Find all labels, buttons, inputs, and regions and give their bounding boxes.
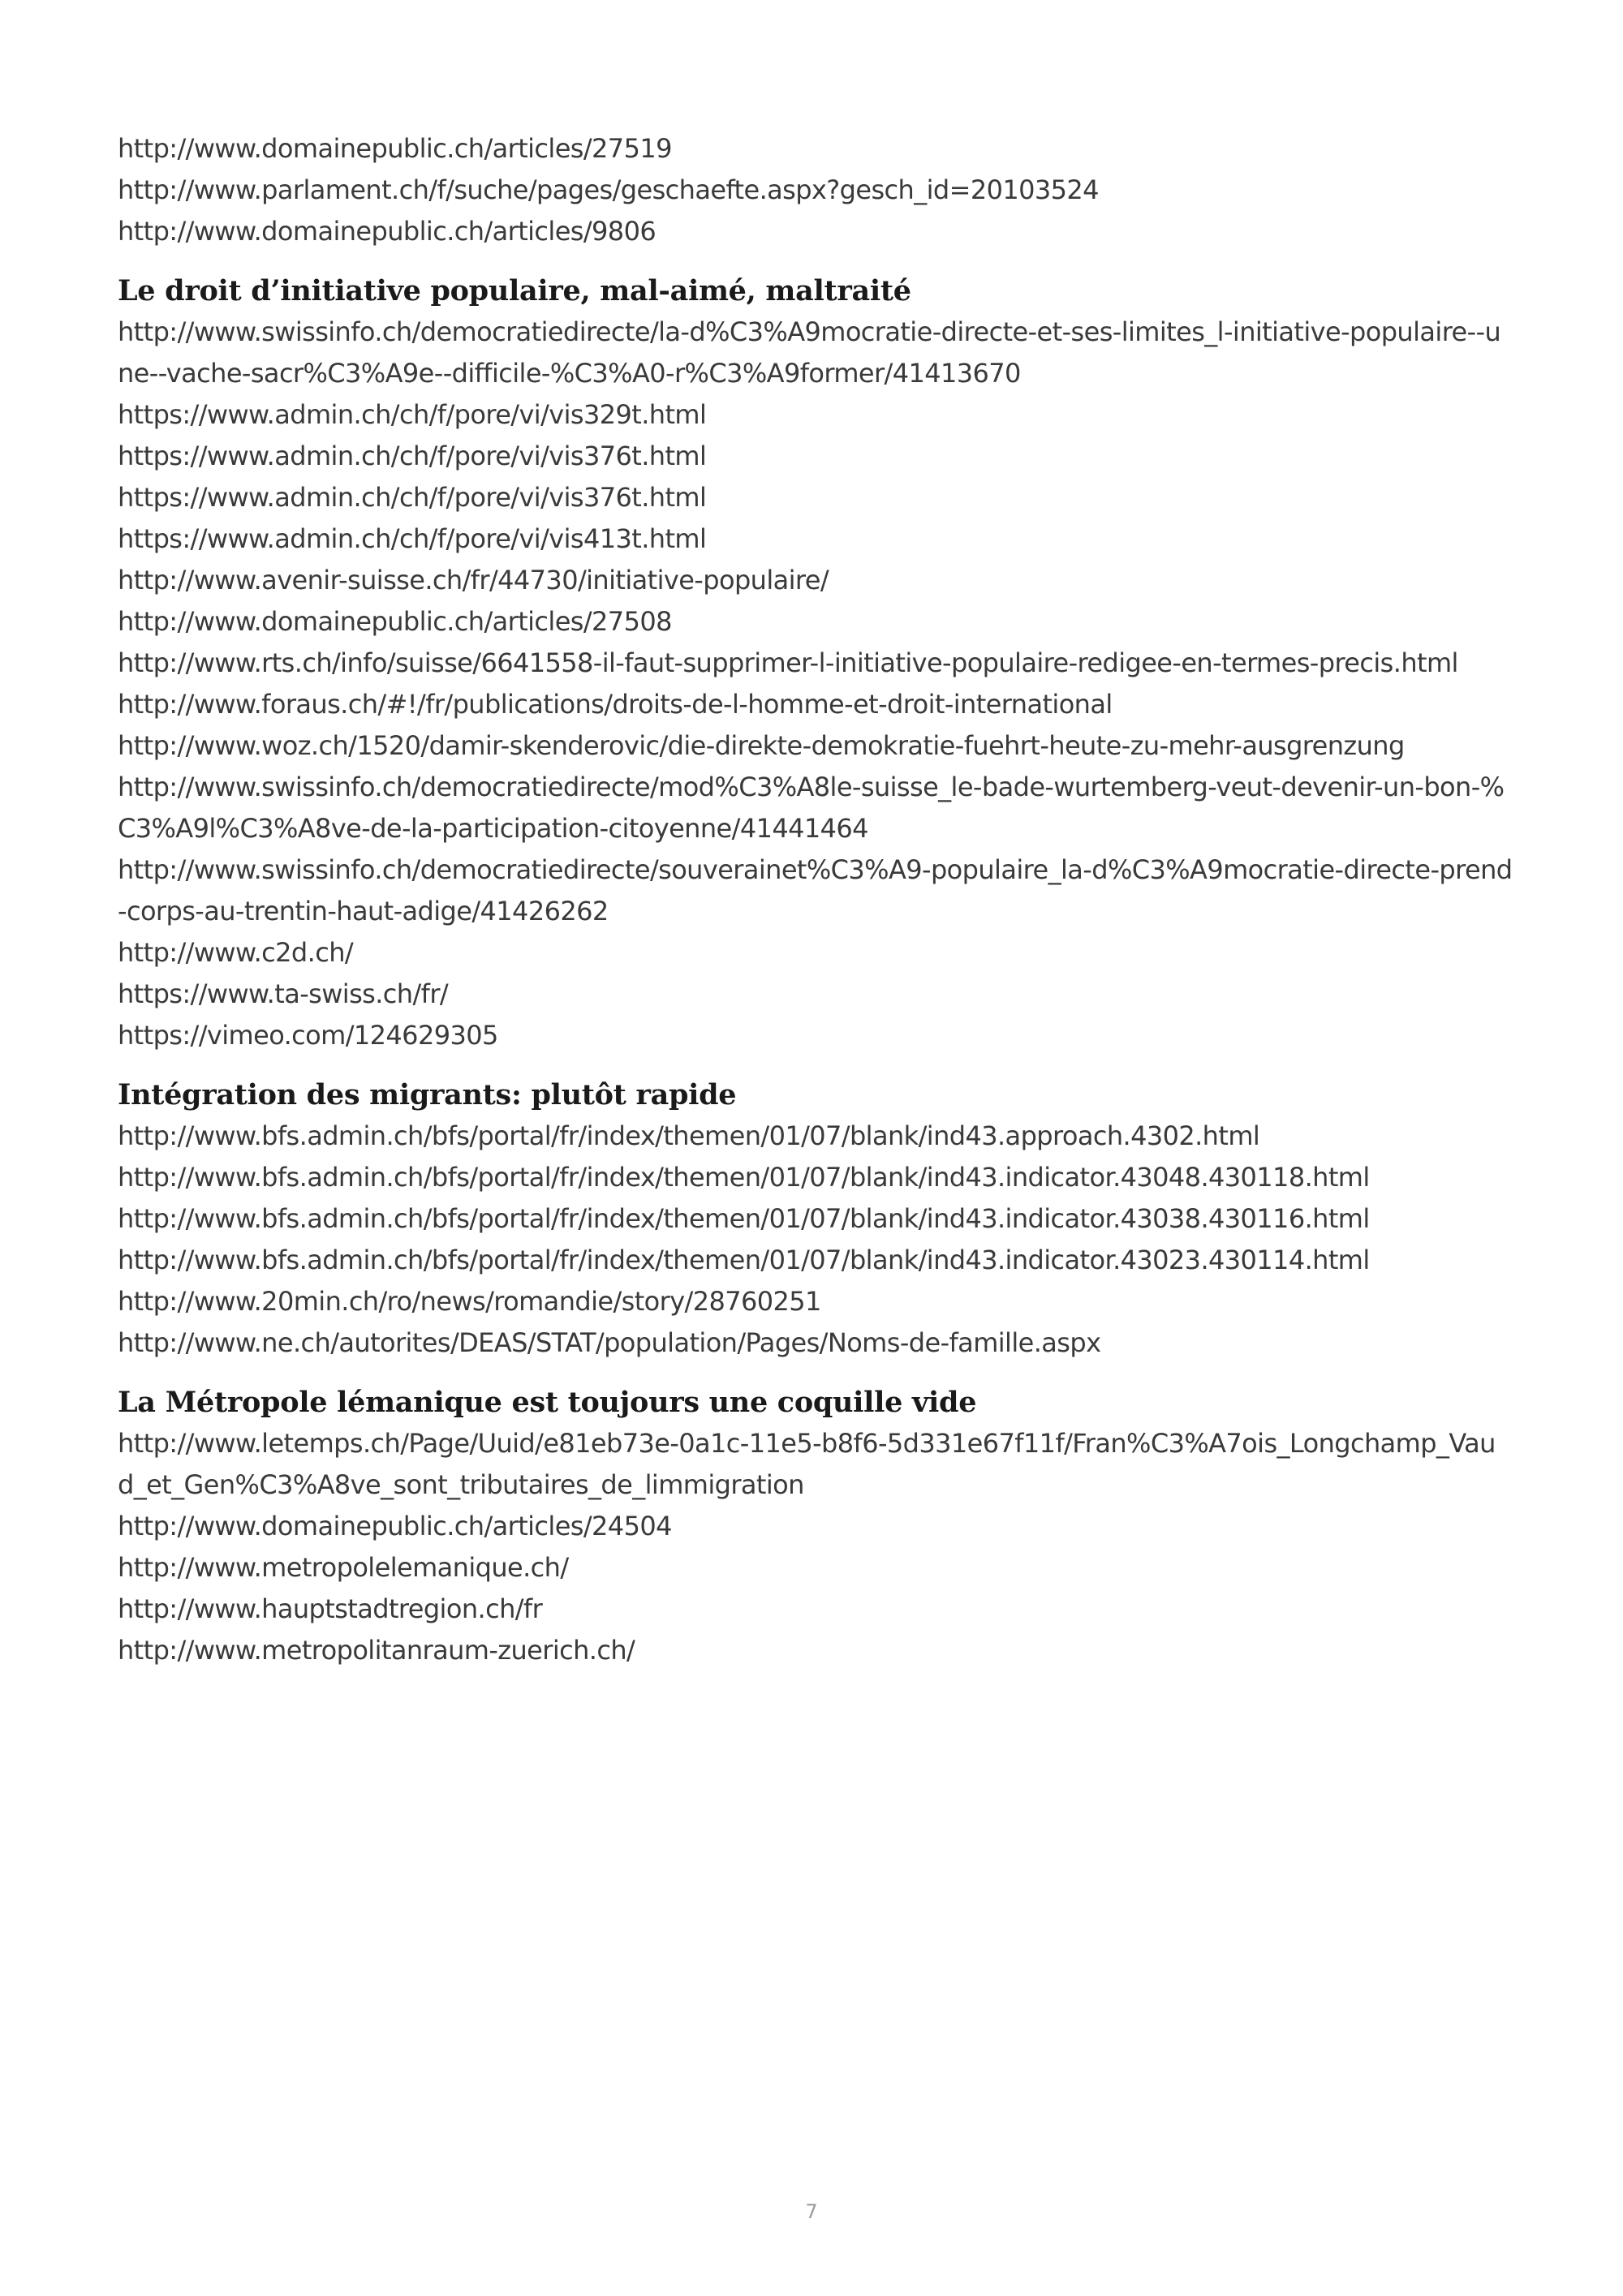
reference-link[interactable]: http://www.domainepublic.ch/articles/9806 <box>118 216 657 247</box>
reference-link[interactable]: http://www.metropolelemanique.ch/ <box>118 1552 569 1583</box>
reference-link[interactable]: http://www.woz.ch/1520/damir-skenderovic/die-direkte-demokratie-fuehrt-heute-zu-mehr-ausgrenzung <box>118 730 1405 761</box>
reference-link[interactable]: https://www.admin.ch/ch/f/pore/vi/vis376t.html <box>118 482 707 513</box>
page-number: 7 <box>805 2200 818 2223</box>
section-heading: Le droit d’initiative populaire, mal-aimé, maltraité <box>118 274 911 307</box>
reference-link[interactable]: http://www.foraus.ch/#!/fr/publications/droits-de-l-homme-et-droit-international <box>118 689 1113 720</box>
reference-link[interactable]: http://www.bfs.admin.ch/bfs/portal/fr/index/themen/01/07/blank/ind43.indicator.43038.430116.html <box>118 1203 1370 1234</box>
section-metropole-lemanique <box>118 1382 1513 1671</box>
section-integration-migrants <box>118 1074 1513 1364</box>
intro-link-list <box>118 128 1513 252</box>
reference-link[interactable]: http://www.domainepublic.ch/articles/27519 <box>118 133 672 164</box>
section-heading: Intégration des migrants: plutôt rapide <box>118 1078 737 1111</box>
reference-link[interactable]: http://www.domainepublic.ch/articles/24504 <box>118 1511 672 1541</box>
reference-link[interactable]: http://www.swissinfo.ch/democratiedirecte/la-d%C3%A9mocratie-directe-et-ses-limites_l-initiative-populaire--une--vache-sacr%C3%A9e--difficile-%C3%A0-r%C3%A9former/41413670 <box>118 316 1501 389</box>
reference-link[interactable]: http://www.ne.ch/autorites/DEAS/STAT/population/Pages/Noms-de-famille.aspx <box>118 1327 1101 1358</box>
reference-link[interactable]: https://vimeo.com/124629305 <box>118 1020 498 1051</box>
reference-link[interactable]: http://www.swissinfo.ch/democratiedirecte/mod%C3%A8le-suisse_le-bade-wurtemberg-veut-devenir-un-bon-%C3%A9l%C3%A8ve-de-la-participation-citoyenne/41441464 <box>118 772 1505 844</box>
reference-link[interactable]: http://www.parlament.ch/f/suche/pages/geschaefte.aspx?gesch_id=20103524 <box>118 174 1099 205</box>
reference-link[interactable]: http://www.hauptstadtregion.ch/fr <box>118 1593 543 1624</box>
reference-link[interactable]: http://www.metropolitanraum-zuerich.ch/ <box>118 1635 635 1666</box>
section-initiative-populaire <box>118 270 1513 1056</box>
reference-link[interactable]: https://www.admin.ch/ch/f/pore/vi/vis376t.html <box>118 441 707 471</box>
reference-link[interactable]: http://www.c2d.ch/ <box>118 937 354 968</box>
reference-link[interactable]: http://www.bfs.admin.ch/bfs/portal/fr/index/themen/01/07/blank/ind43.approach.4302.html <box>118 1120 1260 1151</box>
reference-link[interactable]: http://www.avenir-suisse.ch/fr/44730/initiative-populaire/ <box>118 565 829 595</box>
page-content <box>118 128 1513 1671</box>
reference-link[interactable]: https://www.admin.ch/ch/f/pore/vi/vis413t.html <box>118 523 707 554</box>
reference-link[interactable]: http://www.20min.ch/ro/news/romandie/story/28760251 <box>118 1286 821 1317</box>
reference-link[interactable]: http://www.bfs.admin.ch/bfs/portal/fr/index/themen/01/07/blank/ind43.indicator.43048.430118.html <box>118 1162 1370 1193</box>
reference-link[interactable]: http://www.bfs.admin.ch/bfs/portal/fr/index/themen/01/07/blank/ind43.indicator.43023.430114.html <box>118 1245 1370 1275</box>
reference-link[interactable]: http://www.letemps.ch/Page/Uuid/e81eb73e-0a1c-11e5-b8f6-5d331e67f11f/Fran%C3%A7ois_Longchamp_Vaud_et_Gen%C3%A8ve_sont_tributaires_de_limmigration <box>118 1428 1496 1500</box>
reference-link[interactable]: https://www.ta-swiss.ch/fr/ <box>118 978 449 1009</box>
reference-link[interactable]: http://www.domainepublic.ch/articles/27508 <box>118 606 672 637</box>
reference-link[interactable]: https://www.admin.ch/ch/f/pore/vi/vis329t.html <box>118 399 707 430</box>
reference-link[interactable]: http://www.rts.ch/info/suisse/6641558-il-faut-supprimer-l-initiative-populaire-redigee-en-termes-precis.html <box>118 647 1458 678</box>
section-heading: La Métropole lémanique est toujours une coquille vide <box>118 1386 977 1419</box>
reference-link[interactable]: http://www.swissinfo.ch/democratiedirecte/souverainet%C3%A9-populaire_la-d%C3%A9mocratie-directe-prend-corps-au-trentin-haut-adige/41426262 <box>118 854 1513 927</box>
